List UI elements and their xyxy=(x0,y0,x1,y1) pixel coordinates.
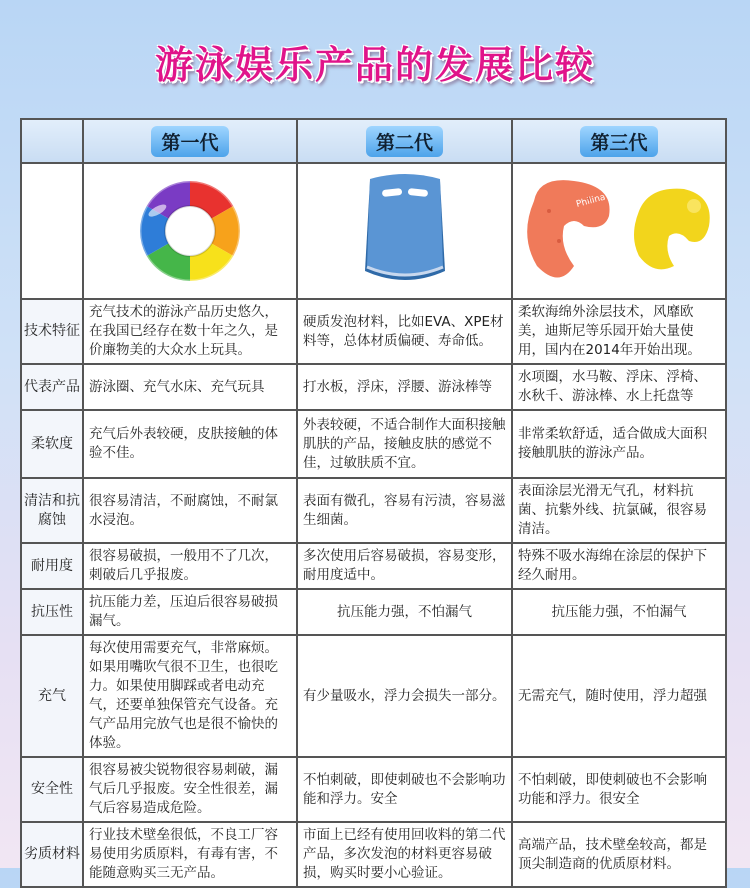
table-cell: 市面上已经有使用回收料的第二代产品，多次发泡的材料更容易破损，购买时要小心验证。 xyxy=(297,822,512,887)
row-label: 柔软度 xyxy=(21,410,83,478)
gen2-image-cell xyxy=(297,163,512,299)
row-label: 劣质材料 xyxy=(21,822,83,887)
gen3-image-cell xyxy=(512,163,726,299)
image-row xyxy=(21,163,726,299)
neck-collars-image xyxy=(519,171,719,291)
row-tech xyxy=(21,299,726,364)
swim-ring-image xyxy=(135,176,245,286)
header-gen2: 第二代 xyxy=(297,119,512,163)
row-pressure xyxy=(21,589,726,635)
table-cell: 有少量吸水，浮力会损失一部分。 xyxy=(297,635,512,757)
row-label: 耐用度 xyxy=(21,543,83,589)
header-row xyxy=(21,119,726,163)
row-label: 充气 xyxy=(21,635,83,757)
row-cleaning xyxy=(21,478,726,543)
table-cell: 高端产品，技术壁垒较高，都是顶尖制造商的优质原材料。 xyxy=(512,822,726,887)
row-label: 技术特征 xyxy=(21,299,83,364)
table-cell: 不怕刺破，即使刺破也不会影响功能和浮力。很安全 xyxy=(512,757,726,822)
row-durability xyxy=(21,543,726,589)
table-cell: 充气技术的游泳产品历史悠久，在我国已经存在数十年之久，是价廉物美的大众水上玩具。 xyxy=(83,299,297,364)
gen1-image-cell xyxy=(83,163,297,299)
table-cell: 硬质发泡材料，比如EVA、XPE材料等，总体材质偏硬、寿命低。 xyxy=(297,299,512,364)
comparison-table xyxy=(20,118,727,888)
table-cell: 抗压能力强，不怕漏气 xyxy=(512,589,726,635)
row-label: 安全性 xyxy=(21,757,83,822)
table-cell: 表面涂层光滑无气孔，材料抗菌、抗紫外线、抗氯碱，很容易清洁。 xyxy=(512,478,726,543)
page-title: 游泳娱乐产品的发展比较 xyxy=(154,43,595,87)
header-gen1: 第一代 xyxy=(83,119,297,163)
row-label: 清洁和抗腐蚀 xyxy=(21,478,83,543)
table-cell: 水项圈，水马鞍、浮床、浮椅、水秋千、游泳棒、水上托盘等 xyxy=(512,364,726,410)
table-cell: 抗压能力强，不怕漏气 xyxy=(297,589,512,635)
image-row-label xyxy=(21,163,83,299)
row-safety xyxy=(21,757,726,822)
table-cell: 每次使用需要充气，非常麻烦。如果用嘴吹气很不卫生，也很吃力。如果使用脚踩或者电动充气，还要单独保管充气设备。充气产品用完放气也是很不愉快的体验。 xyxy=(83,635,297,757)
table-cell: 表面有微孔，容易有污渍，容易滋生细菌。 xyxy=(297,478,512,543)
header-gen3: 第三代 xyxy=(512,119,726,163)
row-inflation xyxy=(21,635,726,757)
table-cell: 很容易清洁，不耐腐蚀，不耐氯水浸泡。 xyxy=(83,478,297,543)
table-cell: 很容易破损，一般用不了几次，刺破后几乎报废。 xyxy=(83,543,297,589)
table-cell: 特殊不吸水海绵在涂层的保护下经久耐用。 xyxy=(512,543,726,589)
row-materials xyxy=(21,822,726,887)
row-label: 代表产品 xyxy=(21,364,83,410)
table-cell: 多次使用后容易破损，容易变形，耐用度适中。 xyxy=(297,543,512,589)
table-cell: 外表较硬，不适合制作大面积接触肌肤的产品，接触皮肤的感觉不佳，过敏肤质不宜。 xyxy=(297,410,512,478)
table-cell: 柔软海绵外涂层技术，风靡欧美，迪斯尼等乐园开始大量使用，国内在2014年开始出现。 xyxy=(512,299,726,364)
row-label: 抗压性 xyxy=(21,589,83,635)
row-products xyxy=(21,364,726,410)
table-cell: 游泳圈、充气水床、充气玩具 xyxy=(83,364,297,410)
row-softness xyxy=(21,410,726,478)
table-cell: 充气后外表较硬，皮肤接触的体验不佳。 xyxy=(83,410,297,478)
table-cell: 很容易被尖锐物很容易刺破，漏气后几乎报废。安全性很差，漏气后容易造成危险。 xyxy=(83,757,297,822)
kickboard-image xyxy=(350,171,460,291)
table-cell: 无需充气，随时使用，浮力超强 xyxy=(512,635,726,757)
table-cell: 非常柔软舒适，适合做成大面积接触肌肤的游泳产品。 xyxy=(512,410,726,478)
svg-text:Philina: Philina xyxy=(575,192,607,210)
table-cell: 行业技术壁垒很低，不良工厂容易使用劣质原料，有毒有害，不能随意购买三无产品。 xyxy=(83,822,297,887)
table-cell: 打水板，浮床，浮腰、游泳棒等 xyxy=(297,364,512,410)
table-cell: 不怕刺破，即使刺破也不会影响功能和浮力。安全 xyxy=(297,757,512,822)
table-cell: 抗压能力差，压迫后很容易破损漏气。 xyxy=(83,589,297,635)
corner-cell xyxy=(21,119,83,163)
